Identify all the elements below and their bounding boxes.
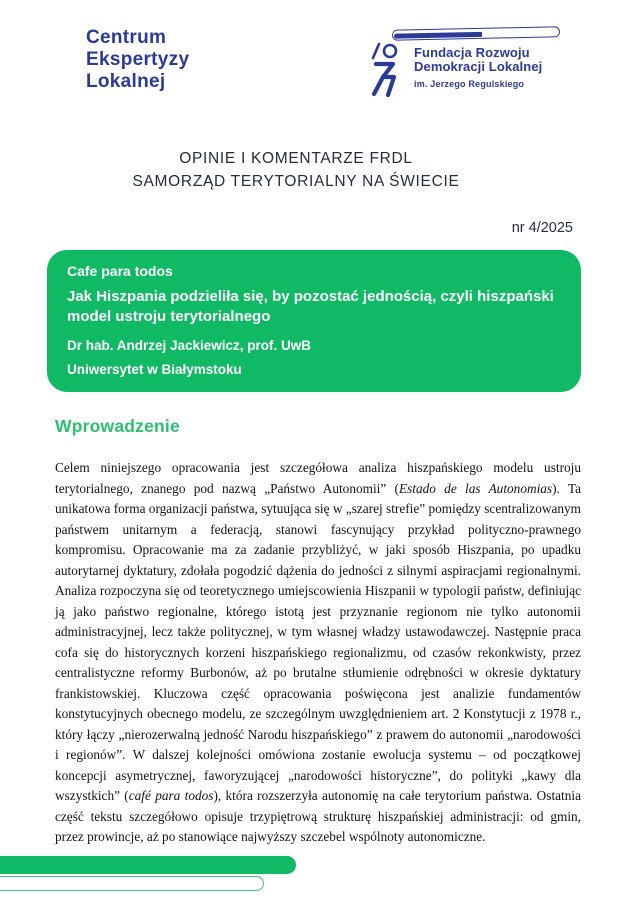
cel-logo bbox=[86, 27, 189, 93]
frdl-figure-icon bbox=[366, 42, 408, 100]
article-title-box bbox=[47, 250, 581, 392]
cel-line-text: okalnej bbox=[97, 71, 166, 92]
cel-line-text: entrum bbox=[100, 27, 167, 48]
masthead-series-title: OPINIE I KOMENTARZE FRDL bbox=[179, 150, 413, 167]
frdl-name-line1: Fundacja Rozwoju bbox=[414, 45, 530, 60]
issue-number: nr 4/2025 bbox=[511, 220, 573, 236]
cel-logo-line bbox=[86, 49, 189, 71]
frdl-subtitle: im. Jerzego Regulskiego bbox=[414, 79, 525, 89]
frdl-pill-icon bbox=[392, 26, 560, 41]
footer-solid-bar bbox=[0, 856, 296, 874]
article-affiliation: Uniwersytet w Białymstoku bbox=[67, 362, 242, 377]
section-heading-wprowadzenie: Wprowadzenie bbox=[55, 416, 180, 436]
frdl-pill-fill-icon bbox=[394, 31, 482, 38]
frdl-name-line2: Demokracji Lokalnej bbox=[414, 59, 543, 74]
footer-outline-bar bbox=[0, 876, 264, 891]
cel-logo-line bbox=[86, 27, 189, 49]
article-author: Dr hab. Andrzej Jackiewicz, prof. UwB bbox=[67, 338, 312, 353]
cel-line-text: kspertyzy bbox=[98, 49, 190, 70]
cel-lead-letter: C bbox=[86, 27, 101, 48]
masthead bbox=[0, 151, 592, 197]
frdl-logo bbox=[366, 20, 584, 102]
article-kicker: Cafe para todos bbox=[67, 263, 173, 279]
article-title: Jak Hiszpania podzieliła się, by pozostać jednością, czyli hiszpański model ustroju terytorialnego bbox=[67, 288, 554, 325]
masthead-series-subtitle: SAMORZĄD TERYTORIALNY NA ŚWIECIE bbox=[132, 173, 460, 190]
intro-paragraph: Celem niniejszego opracowania jest szczegółowa analiza hiszpańskiego modelu ustroju terytorialnego, znanego pod nazwą „Państwo Autonomii” (Estado de las Autonomias). Ta unikatowa forma organizacji państwa, sytuująca się w „szarej strefie” pomiędzy scentralizowanym państwem unitarnym a federacją, stanowi fascynujący przykład polityczno-prawnego kompromisu. Opracowanie ma za zadanie przybliżyć, w jaki sposób Hiszpania, po upadku autorytarnej dyktatury, zdołała pogodzić dążenia do jedności z silnymi aspiracjami regionalnymi. Analiza rozpoczyna się od teoretycznego umiejscowienia Hiszpanii w typologii państw, definiując ją jako państwo regionalne, którego istotą jest przyznanie regionom nie tylko autonomii administracyjnej, lecz także politycznej, w tym własnej władzy ustawodawczej. Następnie praca cofa się do historycznych korzeni hiszpańskiego regionalizmu, od czasów rekonkwisty, przez centralistyczne reformy Burbonów, aż po brutalne stłumienie odrębności w okresie dyktatury frankistowskiej. Kluczowa część opracowania poświęcona jest analizie fundamentów konstytucyjnych obecnego modelu, ze szczególnym uwzględnieniem art. 2 Konstytucji z 1978 r., który łączy „nierozerwalną jedność Narodu hiszpańskiego” z prawem do autonomii „narodowości i regionów”. W dalszej kolejności omówiona zostanie ewolucja systemu – od początkowej koncepcji asymetrycznej, faworyzującej „narodowości historyczne”, do polityki „kawy dla wszystkich” (café para todos), która rozszerzyła autonomię na całe terytorium państwa. Ostatnia część tekstu szczegółowo opisuje trzypiętrową strukturę hiszpańskiej administracji: od gmin, przez prowincje, aż po stanowiące najwyższy szczebel wspólnoty autonomiczne. bbox=[55, 460, 581, 844]
cel-lead-letter: L bbox=[86, 71, 98, 92]
cel-lead-letter: E bbox=[86, 49, 99, 70]
cel-logo-line bbox=[86, 71, 189, 93]
frdl-logo-text bbox=[414, 46, 542, 89]
